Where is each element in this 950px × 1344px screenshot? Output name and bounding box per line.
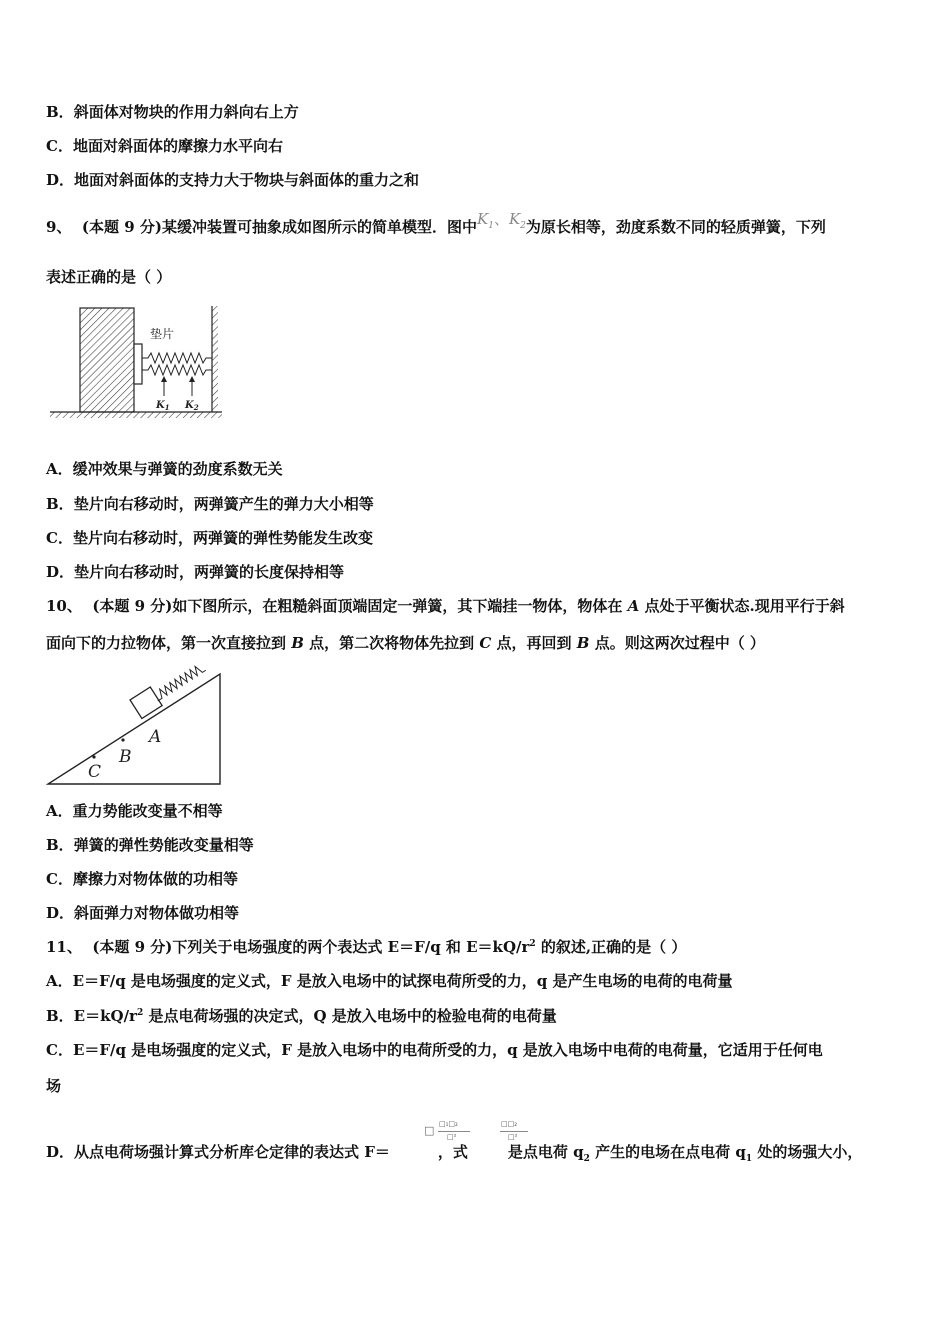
q10-option-c: C．摩擦力对物体做的功相等 bbox=[46, 870, 238, 888]
q11-option-d: D．从点电荷场强计算式分析库仑定律的表达式 F＝ ，式 是点电荷 $q_2$ 产生的电场在点电荷 $q_1$ 处的场强大小， bbox=[46, 1143, 863, 1164]
q10-stem-line1: 10、 (本题 9 分)如下图所示，在粗糙斜面顶端固定一弹簧，其下端挂一物体，物体在 A 点处于平衡状态.现用平行于斜 bbox=[46, 597, 845, 615]
q11-option-c-line1: C．E＝F/q 是电场强度的定义式，F 是放入电场中的电荷所受的力，q 是放入电场中电荷的电荷量，它适用于任何电 bbox=[46, 1041, 823, 1059]
k2-symbol: $K_2$ bbox=[508, 210, 526, 231]
point-b-dot bbox=[121, 738, 124, 741]
ground-hatch bbox=[50, 412, 222, 418]
q9-option-b: B．垫片向右移动时，两弹簧产生的弹力大小相等 bbox=[46, 495, 374, 513]
k1-label: $K_1$ bbox=[156, 400, 170, 412]
q10-incline-figure bbox=[46, 664, 226, 788]
incline-triangle bbox=[48, 674, 220, 784]
q9-stem-line1: 9、 (本题 9 分)某缓冲装置可抽象成如图所示的简单模型．图中$K_1$、$K_2$为原长相等，劲度系数不同的轻质弹簧，下列 bbox=[46, 210, 826, 236]
k2-label: $K_2$ bbox=[185, 400, 199, 412]
q9-option-c: C．垫片向右移动时，两弹簧的弹性势能发生改变 bbox=[46, 529, 373, 547]
q8-option-c: C．地面对斜面体的摩擦力水平向右 bbox=[46, 137, 283, 155]
q8-option-d: D．地面对斜面体的支持力大于物块与斜面体的重力之和 bbox=[46, 171, 420, 189]
q9-option-a: A．缓冲效果与弹簧的劲度系数无关 bbox=[46, 460, 283, 478]
q11-option-b: B．$E=kQ/r^2$ 是点电荷场强的决定式，Q 是放入电场中的检验电荷的电荷量 bbox=[46, 1007, 557, 1025]
pad bbox=[134, 344, 142, 384]
q9-spring-buffer-figure bbox=[46, 300, 226, 422]
q10-stem-line2: 面向下的力拉物体，第一次直接拉到 B 点，第二次将物体先拉到 C 点，再回到 B 点。则这两次过程中（ ） bbox=[46, 634, 765, 652]
q11-option-c-line2: 场 bbox=[46, 1077, 62, 1095]
spring-k2 bbox=[142, 365, 212, 375]
q8-option-b: B．斜面体对物块的作用力斜向右上方 bbox=[46, 103, 299, 121]
q10-option-a: A．重力势能改变量不相等 bbox=[46, 802, 223, 820]
k1-symbol: $K_1$ bbox=[476, 210, 494, 231]
q11-stem: 11、 (本题 9 分)下列关于电场强度的两个表达式 E＝F/q 和 $E=kQ/r^2$ 的叙述,正确的是（ ） bbox=[46, 938, 687, 956]
buffer-block bbox=[80, 308, 134, 412]
point-c-dot bbox=[92, 755, 95, 758]
label-a: A bbox=[149, 727, 162, 747]
wall-hatch bbox=[212, 306, 218, 412]
formula-image-1: □ □₁□₂ □² bbox=[424, 1118, 472, 1154]
spring-k1 bbox=[142, 353, 212, 363]
q11-option-a: A．E＝F/q 是电场强度的定义式，F 是放入电场中的试探电荷所受的力，q 是产生电场的电荷的电荷量 bbox=[46, 972, 733, 990]
label-b: B bbox=[119, 747, 132, 767]
pad-label: 垫片 bbox=[150, 327, 175, 341]
incline-spring bbox=[153, 664, 206, 701]
label-c: C bbox=[88, 762, 102, 782]
formula-image-2: □□₂ □² bbox=[497, 1118, 533, 1154]
q9-option-d: D．垫片向右移动时，两弹簧的长度保持相等 bbox=[46, 563, 345, 581]
q10-option-d: D．斜面弹力对物体做功相等 bbox=[46, 904, 240, 922]
q10-option-b: B．弹簧的弹性势能改变量相等 bbox=[46, 836, 254, 854]
q9-stem-line2: 表述正确的是（ ） bbox=[46, 268, 172, 286]
